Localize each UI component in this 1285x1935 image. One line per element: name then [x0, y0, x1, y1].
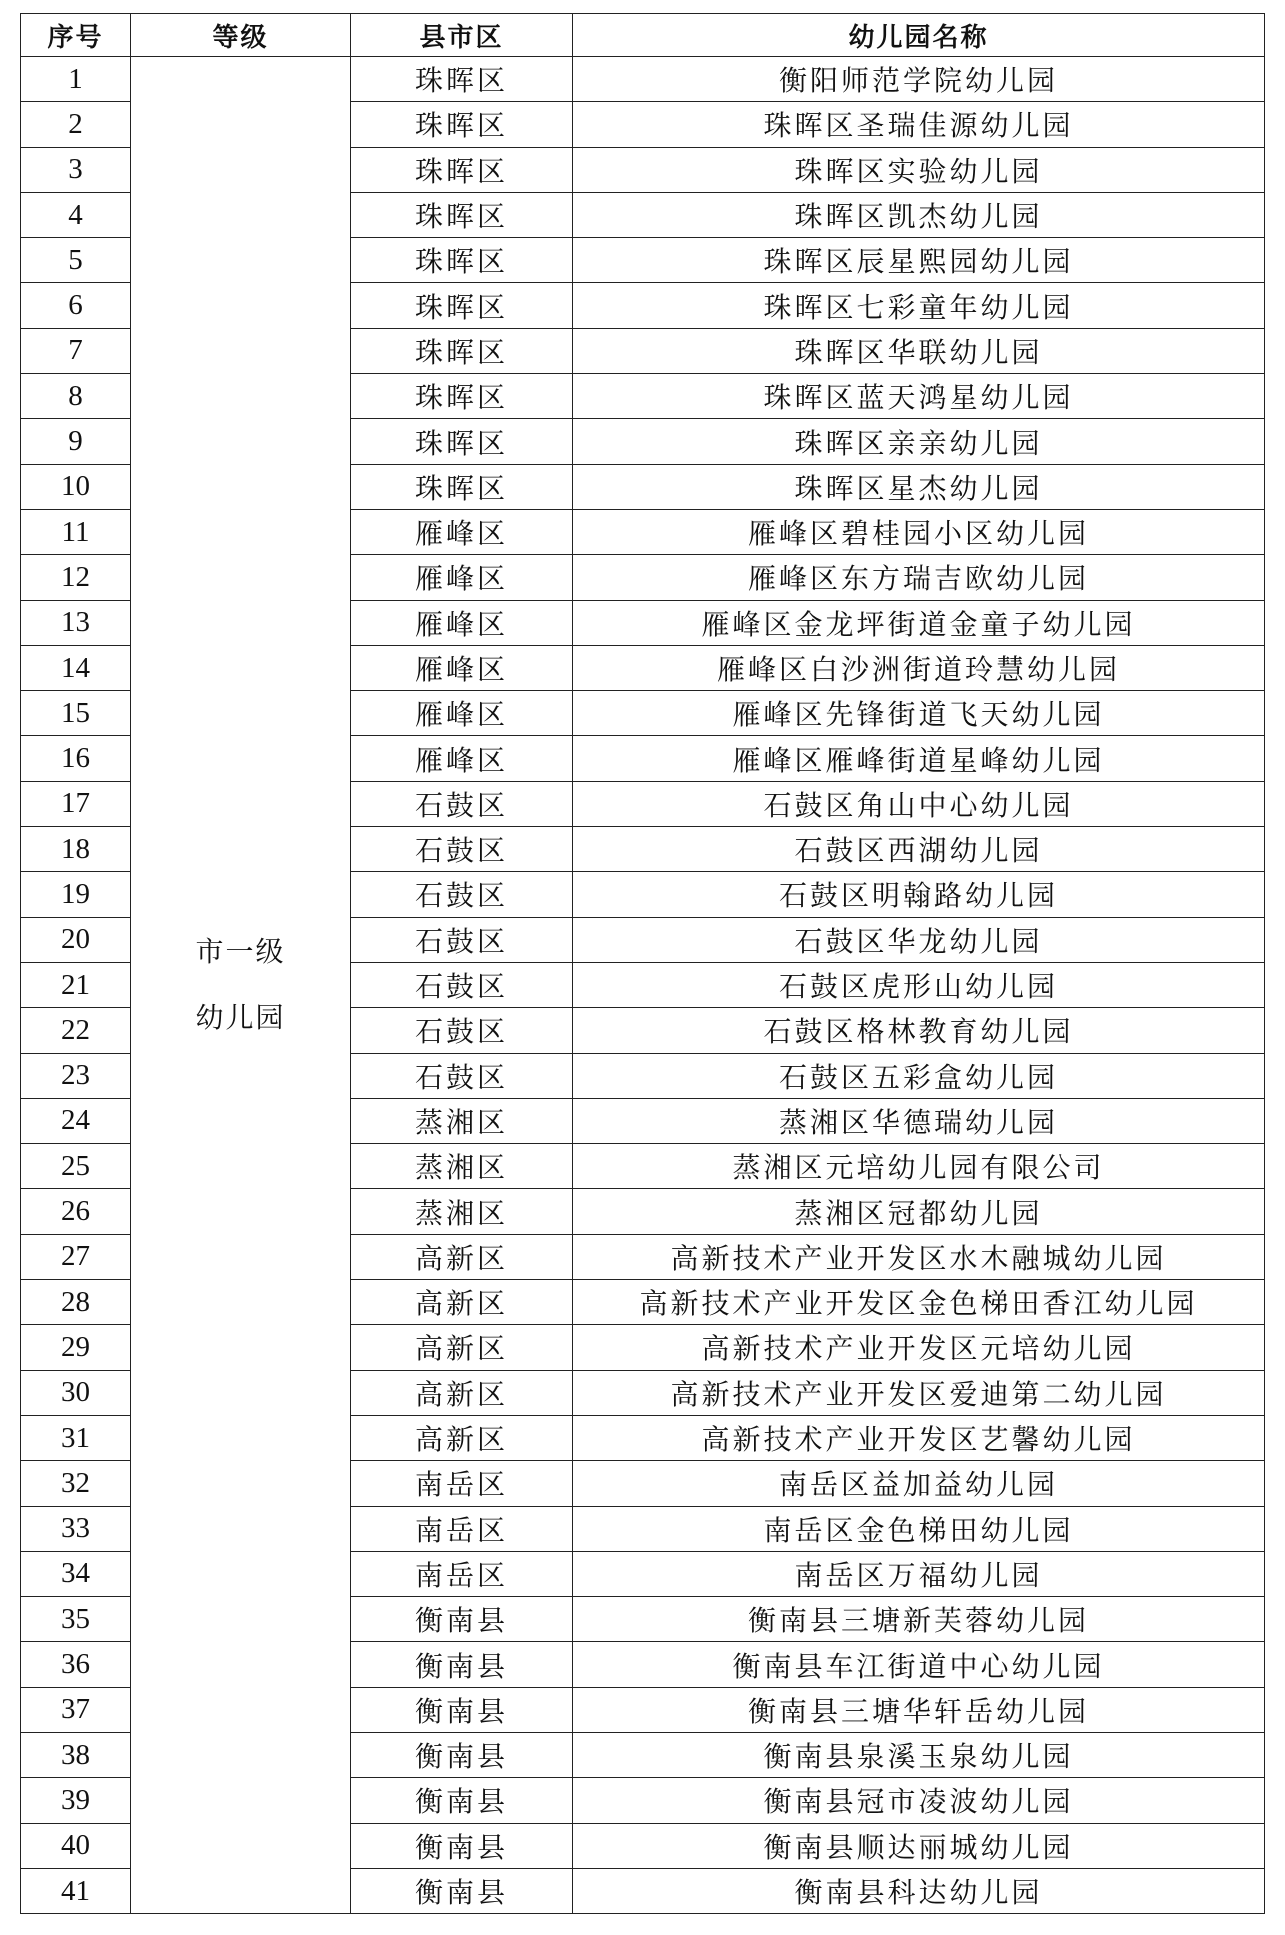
header-district: 县市区 [351, 14, 573, 57]
kindergarten-name-cell: 蒸湘区华德瑞幼儿园 [573, 1098, 1265, 1143]
serial-number-cell: 12 [21, 555, 131, 600]
serial-number-cell: 6 [21, 283, 131, 328]
kindergarten-name-cell: 珠晖区华联幼儿园 [573, 328, 1265, 373]
district-cell: 珠晖区 [351, 238, 573, 283]
serial-number-cell: 4 [21, 192, 131, 237]
serial-number-cell: 28 [21, 1280, 131, 1325]
kindergarten-name-cell: 南岳区益加益幼儿园 [573, 1461, 1265, 1506]
kindergarten-name-cell: 石鼓区角山中心幼儿园 [573, 781, 1265, 826]
kindergarten-name-cell: 衡南县顺达丽城幼儿园 [573, 1823, 1265, 1868]
district-cell: 南岳区 [351, 1461, 573, 1506]
district-cell: 高新区 [351, 1280, 573, 1325]
serial-number-cell: 29 [21, 1325, 131, 1370]
kindergarten-name-cell: 雁峰区碧桂园小区幼儿园 [573, 509, 1265, 554]
district-cell: 雁峰区 [351, 555, 573, 600]
district-cell: 衡南县 [351, 1868, 573, 1913]
serial-number-cell: 36 [21, 1642, 131, 1687]
kindergarten-name-cell: 高新技术产业开发区爱迪第二幼儿园 [573, 1370, 1265, 1415]
serial-number-cell: 1 [21, 57, 131, 102]
header-grade: 等级 [131, 14, 351, 57]
serial-number-cell: 7 [21, 328, 131, 373]
district-cell: 石鼓区 [351, 781, 573, 826]
serial-number-cell: 17 [21, 781, 131, 826]
district-cell: 珠晖区 [351, 374, 573, 419]
serial-number-cell: 26 [21, 1189, 131, 1234]
district-cell: 高新区 [351, 1234, 573, 1279]
serial-number-cell: 35 [21, 1597, 131, 1642]
kindergarten-name-cell: 雁峰区先锋街道飞天幼儿园 [573, 691, 1265, 736]
kindergarten-name-cell: 石鼓区华龙幼儿园 [573, 917, 1265, 962]
kindergarten-name-cell: 雁峰区雁峰街道星峰幼儿园 [573, 736, 1265, 781]
serial-number-cell: 22 [21, 1008, 131, 1053]
district-cell: 南岳区 [351, 1506, 573, 1551]
serial-number-cell: 13 [21, 600, 131, 645]
district-cell: 雁峰区 [351, 600, 573, 645]
kindergarten-name-cell: 衡南县三塘新芙蓉幼儿园 [573, 1597, 1265, 1642]
district-cell: 衡南县 [351, 1642, 573, 1687]
serial-number-cell: 41 [21, 1868, 131, 1913]
serial-number-cell: 18 [21, 827, 131, 872]
kindergarten-name-cell: 珠晖区七彩童年幼儿园 [573, 283, 1265, 328]
serial-number-cell: 11 [21, 509, 131, 554]
kindergarten-name-cell: 石鼓区格林教育幼儿园 [573, 1008, 1265, 1053]
district-cell: 衡南县 [351, 1778, 573, 1823]
district-cell: 石鼓区 [351, 1053, 573, 1098]
serial-number-cell: 37 [21, 1687, 131, 1732]
district-cell: 衡南县 [351, 1732, 573, 1777]
table-row [21, 57, 1265, 102]
district-cell: 雁峰区 [351, 691, 573, 736]
serial-number-cell: 10 [21, 464, 131, 509]
district-cell: 雁峰区 [351, 736, 573, 781]
kindergarten-name-cell: 珠晖区蓝天鸿星幼儿园 [573, 374, 1265, 419]
kindergarten-name-cell: 雁峰区金龙坪街道金童子幼儿园 [573, 600, 1265, 645]
serial-number-cell: 16 [21, 736, 131, 781]
grade-cell [131, 57, 351, 1914]
district-cell: 衡南县 [351, 1823, 573, 1868]
district-cell: 石鼓区 [351, 1008, 573, 1053]
kindergarten-name-cell: 衡南县冠市凌波幼儿园 [573, 1778, 1265, 1823]
district-cell: 南岳区 [351, 1551, 573, 1596]
table-body [21, 57, 1265, 1914]
district-cell: 蒸湘区 [351, 1189, 573, 1234]
serial-number-cell: 31 [21, 1415, 131, 1460]
kindergarten-name-cell: 雁峰区东方瑞吉欧幼儿园 [573, 555, 1265, 600]
district-cell: 石鼓区 [351, 962, 573, 1007]
district-cell: 石鼓区 [351, 917, 573, 962]
kindergarten-name-cell: 珠晖区圣瑞佳源幼儿园 [573, 102, 1265, 147]
kindergarten-name-cell: 衡南县泉溪玉泉幼儿园 [573, 1732, 1265, 1777]
serial-number-cell: 20 [21, 917, 131, 962]
serial-number-cell: 2 [21, 102, 131, 147]
kindergarten-name-cell: 珠晖区实验幼儿园 [573, 147, 1265, 192]
district-cell: 雁峰区 [351, 645, 573, 690]
serial-number-cell: 9 [21, 419, 131, 464]
district-cell: 珠晖区 [351, 102, 573, 147]
serial-number-cell: 30 [21, 1370, 131, 1415]
serial-number-cell: 3 [21, 147, 131, 192]
district-cell: 珠晖区 [351, 192, 573, 237]
kindergarten-name-cell: 石鼓区五彩盒幼儿园 [573, 1053, 1265, 1098]
kindergarten-name-cell: 石鼓区虎形山幼儿园 [573, 962, 1265, 1007]
kindergarten-name-cell: 珠晖区亲亲幼儿园 [573, 419, 1265, 464]
serial-number-cell: 19 [21, 872, 131, 917]
kindergarten-name-cell: 衡阳师范学院幼儿园 [573, 57, 1265, 102]
serial-number-cell: 38 [21, 1732, 131, 1777]
district-cell: 高新区 [351, 1325, 573, 1370]
header-serial: 序号 [21, 14, 131, 57]
district-cell: 蒸湘区 [351, 1098, 573, 1143]
serial-number-cell: 25 [21, 1144, 131, 1189]
district-cell: 珠晖区 [351, 419, 573, 464]
kindergarten-table [20, 13, 1265, 1914]
kindergarten-name-cell: 南岳区万福幼儿园 [573, 1551, 1265, 1596]
serial-number-cell: 27 [21, 1234, 131, 1279]
district-cell: 珠晖区 [351, 328, 573, 373]
serial-number-cell: 40 [21, 1823, 131, 1868]
kindergarten-name-cell: 高新技术产业开发区金色梯田香江幼儿园 [573, 1280, 1265, 1325]
serial-number-cell: 24 [21, 1098, 131, 1143]
district-cell: 珠晖区 [351, 464, 573, 509]
district-cell: 高新区 [351, 1415, 573, 1460]
serial-number-cell: 23 [21, 1053, 131, 1098]
district-cell: 高新区 [351, 1370, 573, 1415]
district-cell: 石鼓区 [351, 872, 573, 917]
kindergarten-name-cell: 石鼓区明翰路幼儿园 [573, 872, 1265, 917]
header-row [21, 14, 1265, 57]
kindergarten-name-cell: 珠晖区凯杰幼儿园 [573, 192, 1265, 237]
grade-label-line: 幼儿园 [195, 1001, 286, 1035]
kindergarten-name-cell: 石鼓区西湖幼儿园 [573, 827, 1265, 872]
kindergarten-name-cell: 高新技术产业开发区艺馨幼儿园 [573, 1415, 1265, 1460]
district-cell: 雁峰区 [351, 509, 573, 554]
kindergarten-name-cell: 南岳区金色梯田幼儿园 [573, 1506, 1265, 1551]
kindergarten-name-cell: 蒸湘区元培幼儿园有限公司 [573, 1144, 1265, 1189]
kindergarten-name-cell: 衡南县科达幼儿园 [573, 1868, 1265, 1913]
kindergarten-name-cell: 珠晖区辰星熙园幼儿园 [573, 238, 1265, 283]
kindergarten-name-cell: 高新技术产业开发区水木融城幼儿园 [573, 1234, 1265, 1279]
header-kindergarten-name: 幼儿园名称 [573, 14, 1265, 57]
serial-number-cell: 21 [21, 962, 131, 1007]
district-cell: 珠晖区 [351, 147, 573, 192]
kindergarten-name-cell: 高新技术产业开发区元培幼儿园 [573, 1325, 1265, 1370]
serial-number-cell: 39 [21, 1778, 131, 1823]
table-header [21, 14, 1265, 57]
kindergarten-name-cell: 雁峰区白沙洲街道玲慧幼儿园 [573, 645, 1265, 690]
serial-number-cell: 15 [21, 691, 131, 736]
serial-number-cell: 33 [21, 1506, 131, 1551]
serial-number-cell: 8 [21, 374, 131, 419]
district-cell: 珠晖区 [351, 57, 573, 102]
serial-number-cell: 5 [21, 238, 131, 283]
district-cell: 衡南县 [351, 1687, 573, 1732]
kindergarten-name-cell: 珠晖区星杰幼儿园 [573, 464, 1265, 509]
grade-label-line: 市一级 [195, 935, 286, 969]
serial-number-cell: 32 [21, 1461, 131, 1506]
district-cell: 石鼓区 [351, 827, 573, 872]
kindergarten-name-cell: 蒸湘区冠都幼儿园 [573, 1189, 1265, 1234]
district-cell: 衡南县 [351, 1597, 573, 1642]
kindergarten-name-cell: 衡南县车江街道中心幼儿园 [573, 1642, 1265, 1687]
serial-number-cell: 14 [21, 645, 131, 690]
district-cell: 珠晖区 [351, 283, 573, 328]
serial-number-cell: 34 [21, 1551, 131, 1596]
district-cell: 蒸湘区 [351, 1144, 573, 1189]
kindergarten-name-cell: 衡南县三塘华轩岳幼儿园 [573, 1687, 1265, 1732]
